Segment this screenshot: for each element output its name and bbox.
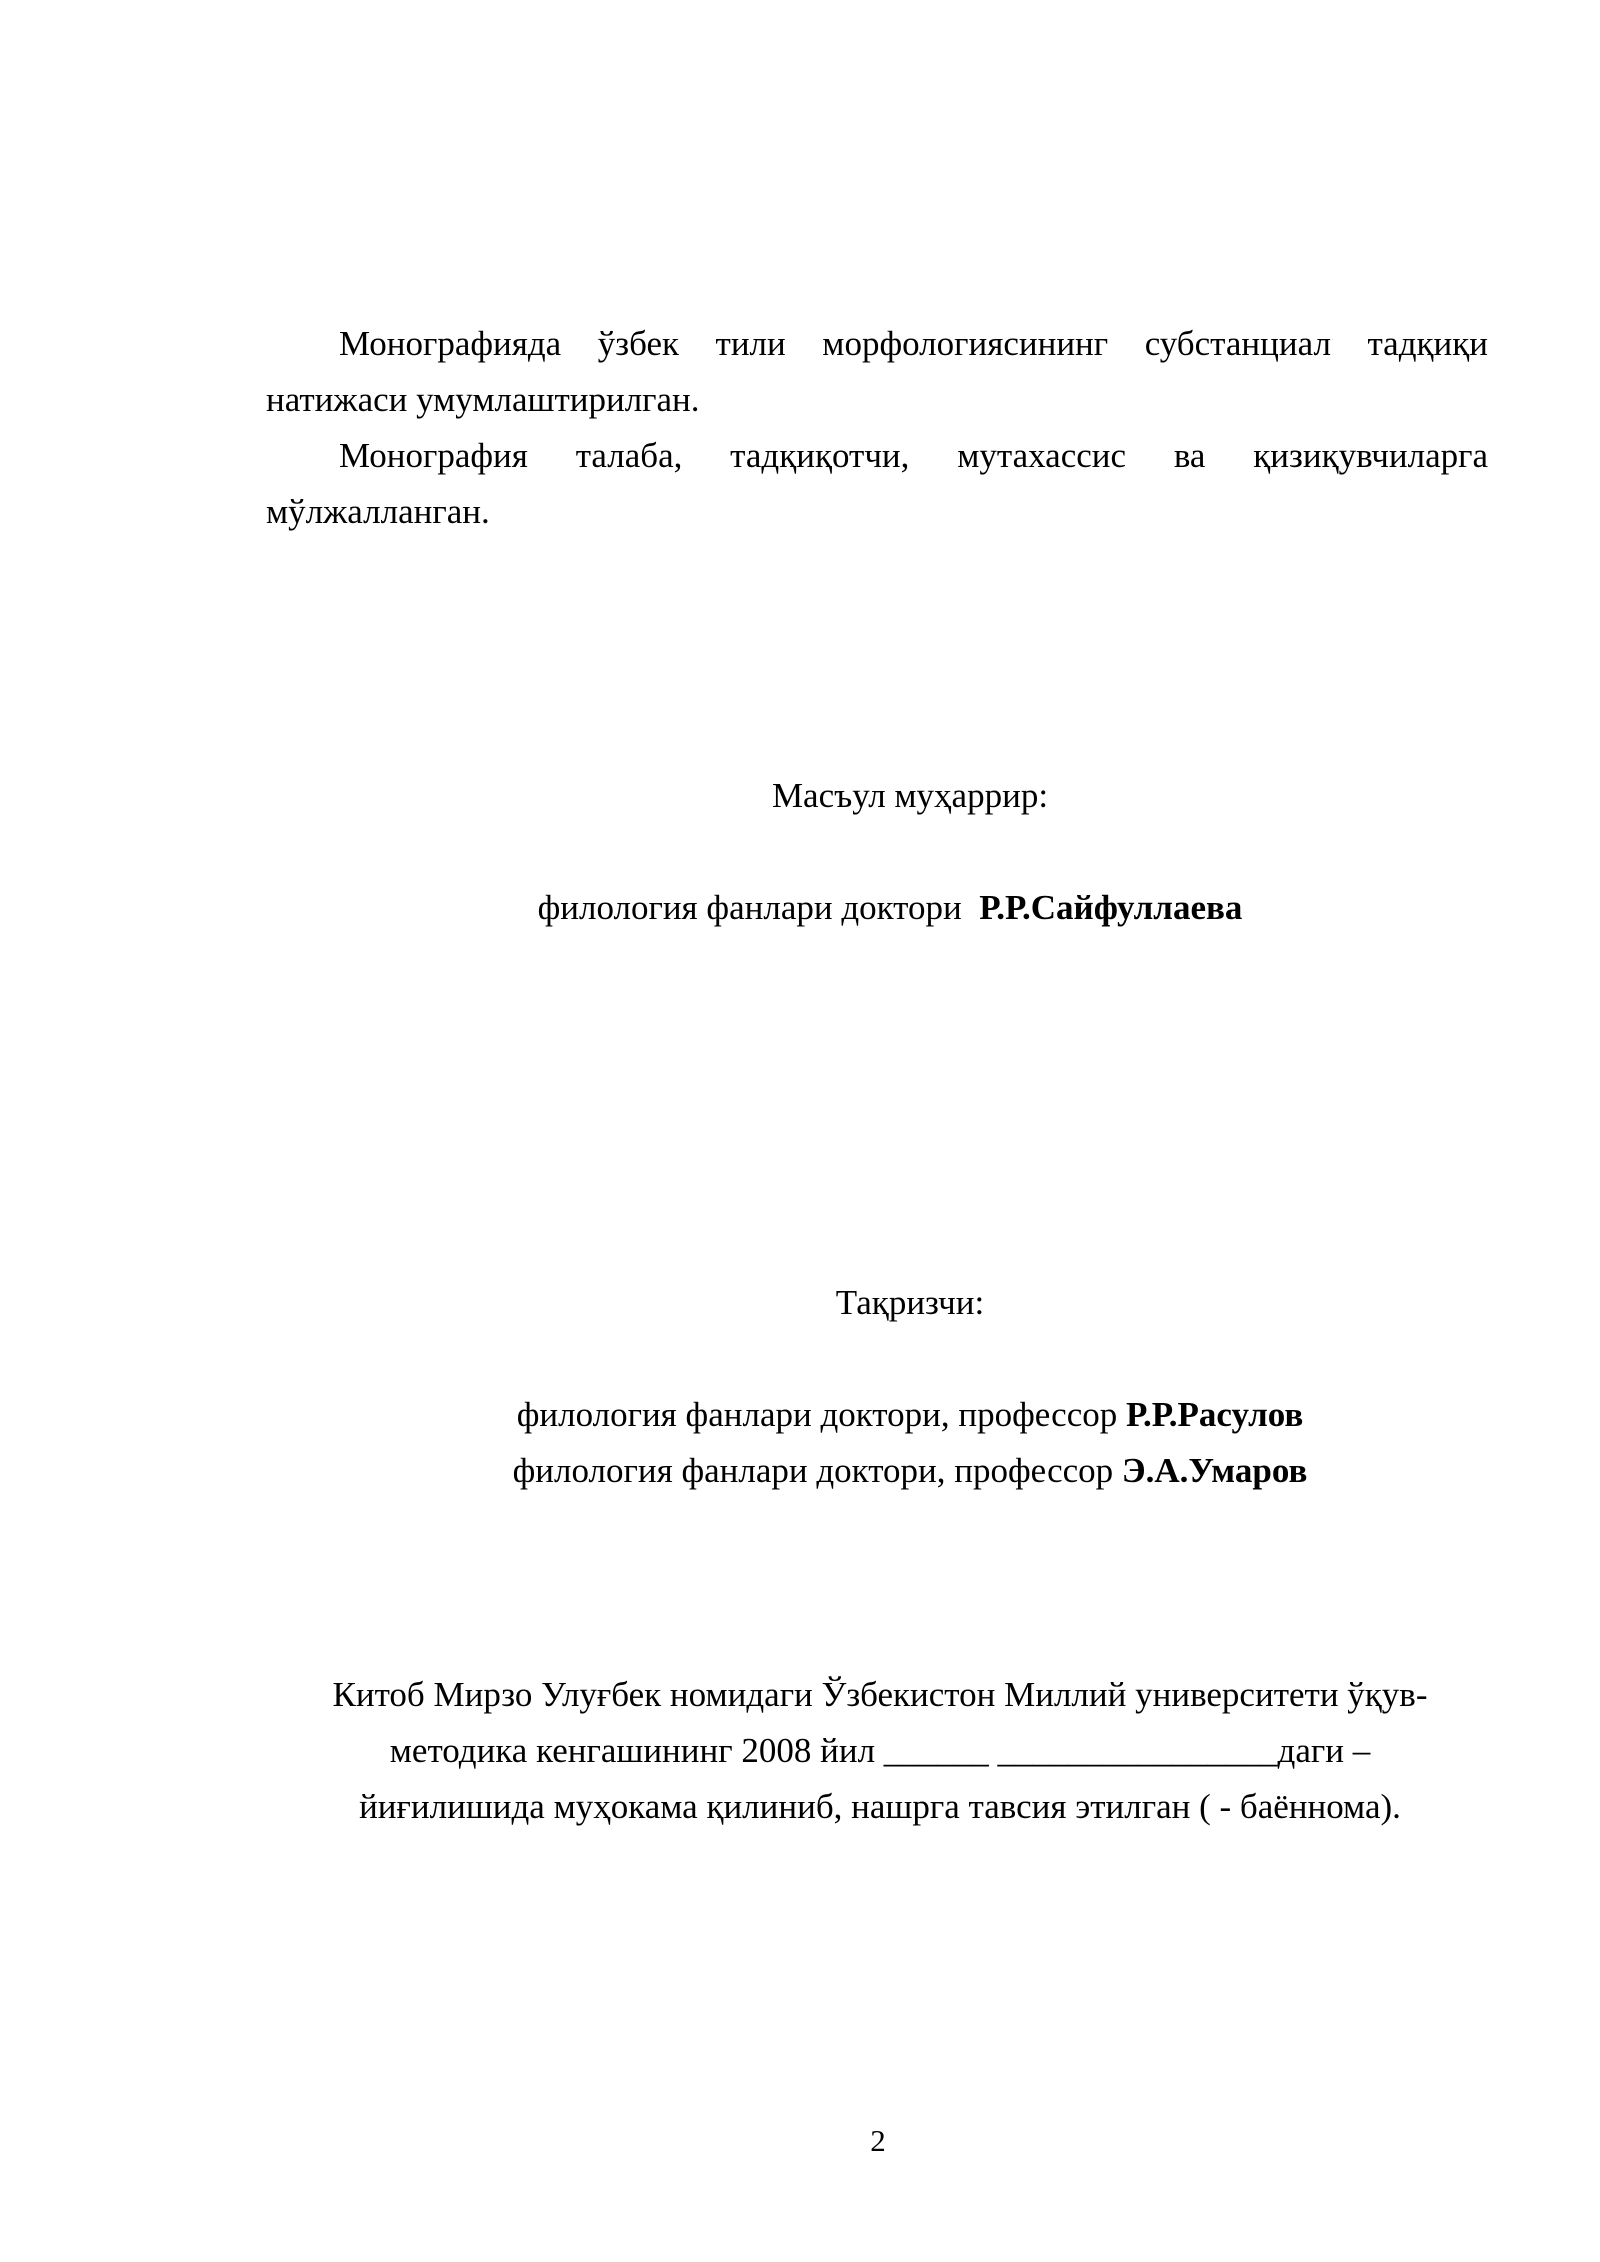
- reviewer-heading-block: [110, 1275, 1600, 1331]
- reviewer-list: [110, 1387, 1600, 1499]
- approval-note: [80, 1667, 1600, 1835]
- abstract-paragraph-2: Монография талаба, тадқиқотчи, мутахассис ва қизиқувчиларга мўлжалланган.: [266, 436, 1488, 531]
- editor-credit-line: [90, 880, 1600, 936]
- reviewer-line-2: [110, 1443, 1600, 1499]
- reviewer-line-1: [110, 1387, 1600, 1443]
- reviewer-2-name: Э.А.Умаров: [1121, 1451, 1308, 1490]
- reviewer-2-title: филология фанлари доктори, профессор: [512, 1451, 1114, 1490]
- editor-title: филология фанлари доктори: [537, 888, 962, 927]
- editor-name: Р.Р.Сайфуллаева: [979, 888, 1243, 927]
- editor-heading: Масъул муҳаррир:: [771, 776, 1049, 815]
- page-number-block: [78, 2113, 1600, 2169]
- approval-line-3: йиғилишида муҳокама қилиниб, нашрга тавсия этилган ( - баённома).: [359, 1787, 1401, 1826]
- reviewer-1-title: филология фанлари доктори, профессор: [516, 1395, 1118, 1434]
- page-number: 2: [870, 2123, 886, 2158]
- abstract-block: [266, 316, 1488, 540]
- reviewer-1-name: Р.Р.Расулов: [1126, 1395, 1304, 1434]
- approval-line-1: Китоб Мирзо Улуғбек номидаги Ўзбекистон Миллий университети ўқув-: [332, 1675, 1428, 1714]
- reviewer-heading: Тақризчи:: [835, 1283, 985, 1322]
- approval-line-2: методика кенгашининг 2008 йил ______ ________________даги –: [389, 1731, 1371, 1770]
- abstract-paragraph-1: Монографияда ўзбек тили морфологиясининг субстанциал тадқиқи натижаси умумлаштирилган.: [266, 324, 1488, 419]
- editor-credit: [90, 880, 1600, 936]
- editor-heading-block: [110, 768, 1600, 824]
